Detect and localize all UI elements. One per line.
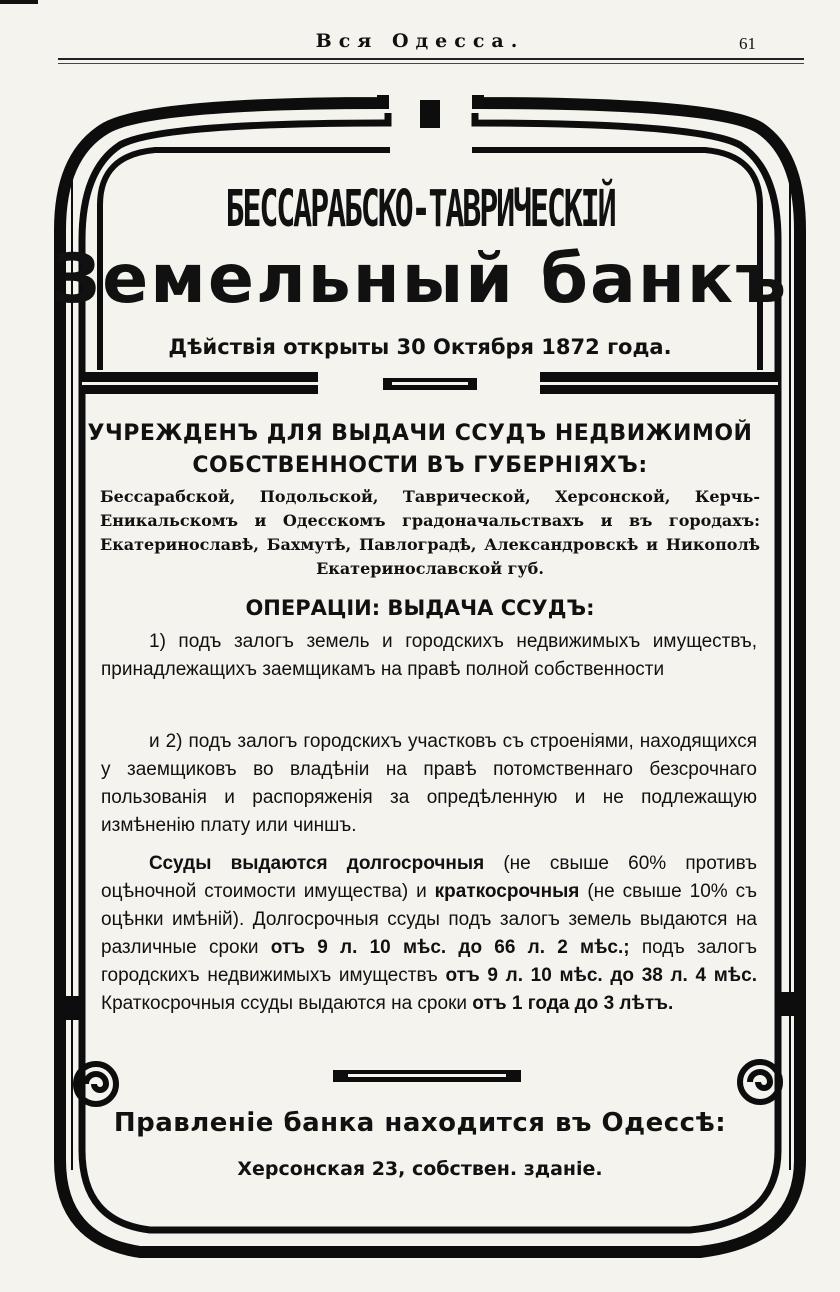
loan-terms-part: (не свыше 10% съ оцѣнки имѣній). Долгосрочныя ссуды подъ залогъ земель выдаются на различные сроки — [101, 881, 758, 958]
operations-heading: ОПЕРАЦІИ: ВЫДАЧА ССУДЪ: — [245, 596, 595, 620]
founded-line-1: УЧРЕЖДЕНЪ ДЛЯ ВЫДАЧИ ССУДЪ НЕДВИЖИМОЙ — [87, 421, 753, 446]
provinces-list: Бессарабской, Подольской, Таврической, Херсонской, Керчь-Еникальскомъ и Одесскомъ градоначальствахъ и въ городахъ: Екатеринославѣ, Бахмутѣ, Павлоградѣ, Александровскѣ и Никополѣ Екатеринославской губ. — [100, 487, 760, 578]
operation-2: и 2) подъ залогъ городскихъ участковъ съ строеніями, находящихся у заемщиковъ во владѣніи на правѣ потомственнаго безсрочнаго пользованія и распоряженія за опредѣленную и не подлежащую измѣненію плату или чиншъ. — [101, 731, 757, 836]
bank-name-main: Земельный банкъ — [51, 240, 789, 319]
loan-terms-part: отъ 9 л. 10 мѣс. до 38 л. 4 мѣс. — [445, 965, 757, 986]
loan-terms-part: Краткосрочныя ссуды выдаются на сроки — [101, 993, 473, 1014]
loan-terms-part: Ссуды выдаются долгосрочныя — [149, 853, 485, 874]
founded-heading — [0, 418, 840, 482]
founded-line-2: СОБСТВЕННОСТИ ВЪ ГУБЕРНІЯХЪ: — [192, 453, 648, 478]
loan-terms — [101, 850, 757, 1018]
board-location: Правленіе банка находится въ Одессѣ: — [113, 1108, 727, 1138]
bank-name-upper: БЕССАРАБСКО-ТАВРИЧЕСКІЙ — [225, 180, 615, 239]
loan-terms-part: краткосрочныя — [434, 881, 580, 902]
loan-terms-part: подъ залогъ городскихъ недвижимыхъ имуществъ — [101, 937, 757, 986]
loan-terms-part: отъ 1 года до 3 лѣтъ. — [472, 993, 674, 1014]
running-head-title: Вся Одесса. — [315, 30, 525, 52]
page-number: 61 — [739, 34, 756, 53]
loan-terms-part: отъ 9 л. 10 мѣс. до 66 л. 2 мѣс.; — [270, 937, 630, 958]
opening-date: Дѣйствія открыты 30 Октября 1872 года. — [168, 335, 672, 359]
address: Херсонская 23, собствен. зданіе. — [237, 1158, 603, 1180]
operation-1: 1) подъ залогъ земель и городскихъ недвижимыхъ имуществъ, принадлежащихъ заемщикамъ на правѣ полной собственности — [101, 631, 757, 680]
loan-terms-part: (не свыше 60% противъ оцѣночной стоимости имущества) и — [101, 853, 757, 902]
